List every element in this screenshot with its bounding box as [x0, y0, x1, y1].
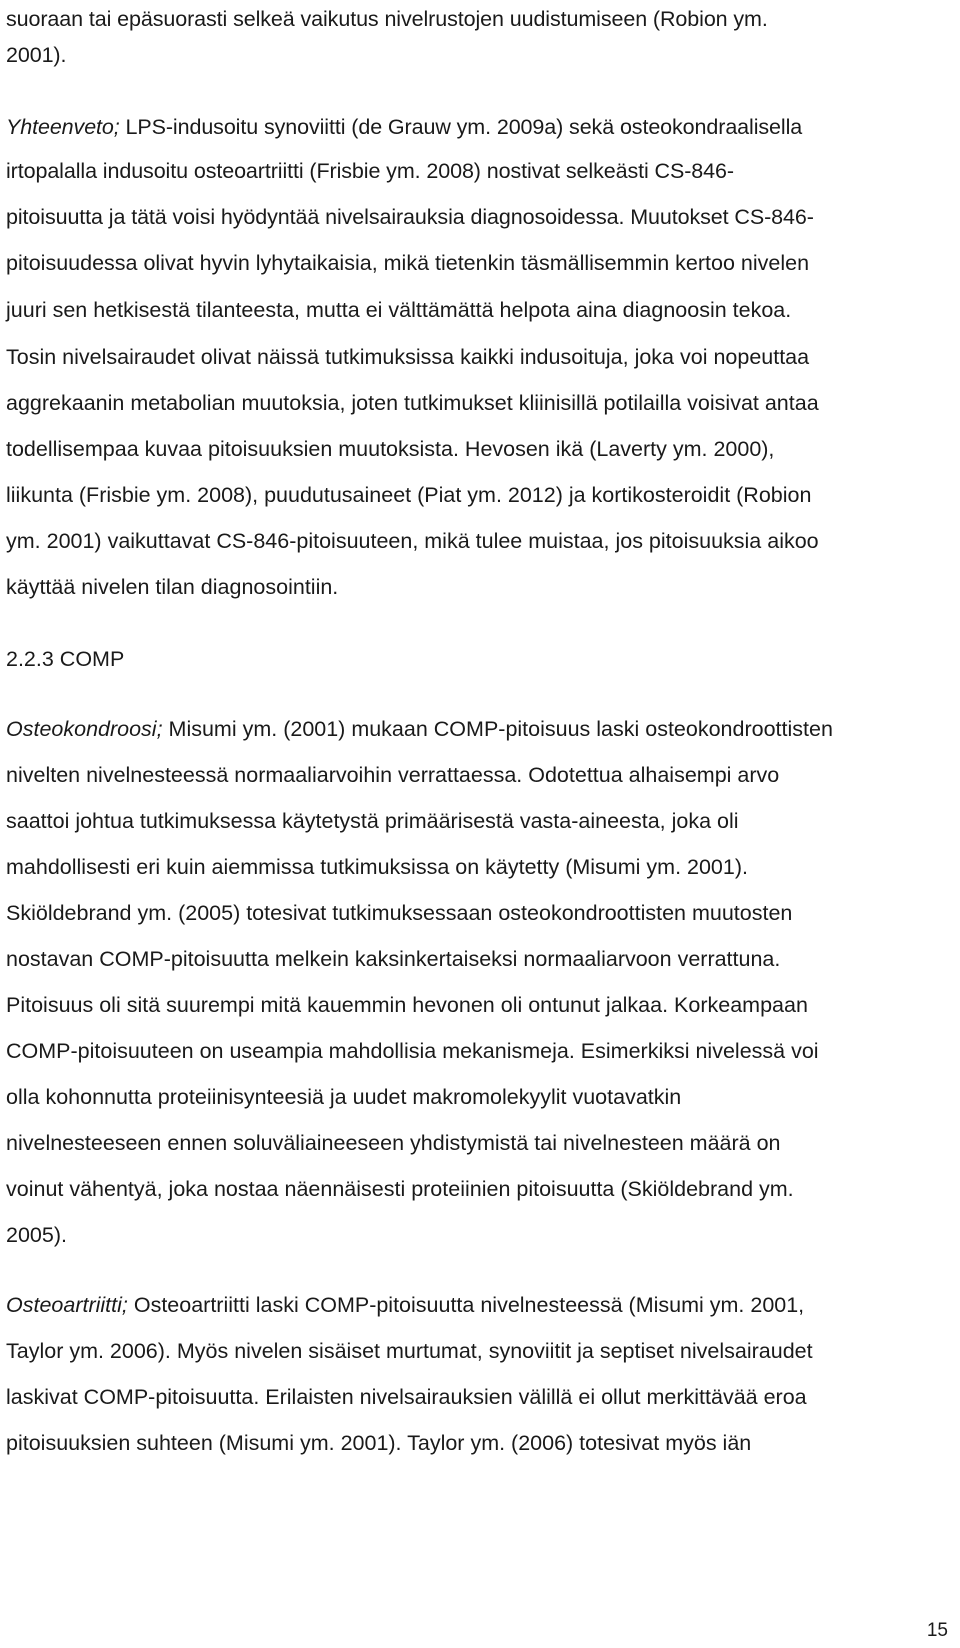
- text-line: 2005).: [6, 1223, 67, 1247]
- text-line: käyttää nivelen tilan diagnosointiin.: [6, 575, 339, 599]
- text-line: Skiöldebrand ym. (2005) totesivat tutkimuksessaan osteokondroottisten muutosten: [6, 901, 793, 925]
- text-line: juuri sen hetkisestä tilanteesta, mutta ei välttämättä helpota aina diagnoosin tekoa.: [6, 298, 792, 322]
- text-line: mahdollisesti eri kuin aiemmissa tutkimuksissa on käytetty (Misumi ym. 2001).: [6, 855, 748, 879]
- text-line: Yhteenveto; LPS-indusoitu synoviitti (de Grauw ym. 2009a) sekä osteokondraalisella: [6, 115, 803, 139]
- text-line: nivelten nivelnesteessä normaaliarvoihin verrattaessa. Odotettua alhaisempi arvo: [6, 763, 780, 787]
- text-line: pitoisuudessa olivat hyvin lyhytaikaisia, mikä tietenkin täsmällisemmin kertoo nivelen: [6, 251, 810, 275]
- text-line: liikunta (Frisbie ym. 2008), puudutusaineet (Piat ym. 2012) ja kortikosteroidit (Robion: [6, 483, 812, 507]
- text-line: aggrekaanin metabolian muutoksia, joten tutkimukset kliinisillä potilailla voisivat antaa: [6, 391, 819, 415]
- text-line: suoraan tai epäsuorasti selkeä vaikutus nivelrustojen uudistumiseen (Robion ym.: [6, 7, 768, 31]
- text-line: irtopalalla indusoitu osteoartriitti (Frisbie ym. 2008) nostivat selkeästi CS-846-: [6, 159, 734, 183]
- text-line: todellisempaa kuvaa pitoisuuksien muutoksista. Hevosen ikä (Laverty ym. 2000),: [6, 437, 775, 461]
- text-line: COMP-pitoisuuteen on useampia mahdollisia mekanismeja. Esimerkiksi nivelessä voi: [6, 1039, 819, 1063]
- text-line: nostavan COMP-pitoisuutta melkein kaksinkertaiseksi normaaliarvoon verrattuna.: [6, 947, 781, 971]
- text-line: olla kohonnutta proteiinisynteesiä ja uudet makromolekyylit vuotavatkin: [6, 1085, 682, 1109]
- text-line: Osteokondroosi; Misumi ym. (2001) mukaan COMP-pitoisuus laski osteokondroottisten: [6, 717, 833, 741]
- text-line: Tosin nivelsairaudet olivat näissä tutkimuksissa kaikki indusoituja, joka voi nopeuttaa: [6, 345, 810, 369]
- text-line: ym. 2001) vaikuttavat CS-846-pitoisuuteen, mikä tulee muistaa, jos pitoisuuksia aikoo: [6, 529, 819, 553]
- text-line: Taylor ym. 2006). Myös nivelen sisäiset murtumat, synoviitit ja septiset nivelsairaudet: [6, 1339, 813, 1363]
- text-line: saattoi johtua tutkimuksessa käytetystä primäärisestä vasta-aineesta, joka oli: [6, 809, 739, 833]
- text-line: pitoisuutta ja tätä voisi hyödyntää nivelsairauksia diagnosoidessa. Muutokset CS-846-: [6, 205, 814, 229]
- text-line: 2001).: [6, 43, 67, 67]
- section-heading: 2.2.3 COMP: [6, 647, 125, 671]
- text-line: voinut vähentyä, joka nostaa näennäisesti proteiinien pitoisuutta (Skiöldebrand ym.: [6, 1177, 794, 1201]
- page-number: 15: [926, 1620, 948, 1641]
- text-line: nivelnesteeseen ennen soluväliaineeseen yhdistymistä tai nivelnesteen määrä on: [6, 1131, 781, 1155]
- text-line: laskivat COMP-pitoisuutta. Erilaisten nivelsairauksien välillä ei ollut merkittävää eroa: [6, 1385, 807, 1409]
- text-line: Osteoartriitti; Osteoartriitti laski COMP-pitoisuutta nivelnesteessä (Misumi ym. 2001,: [6, 1293, 805, 1317]
- text-line: pitoisuuksien suhteen (Misumi ym. 2001). Taylor ym. (2006) totesivat myös iän: [6, 1431, 752, 1455]
- text-line: Pitoisuus oli sitä suurempi mitä kauemmin hevonen oli ontunut jalkaa. Korkeampaan: [6, 993, 808, 1017]
